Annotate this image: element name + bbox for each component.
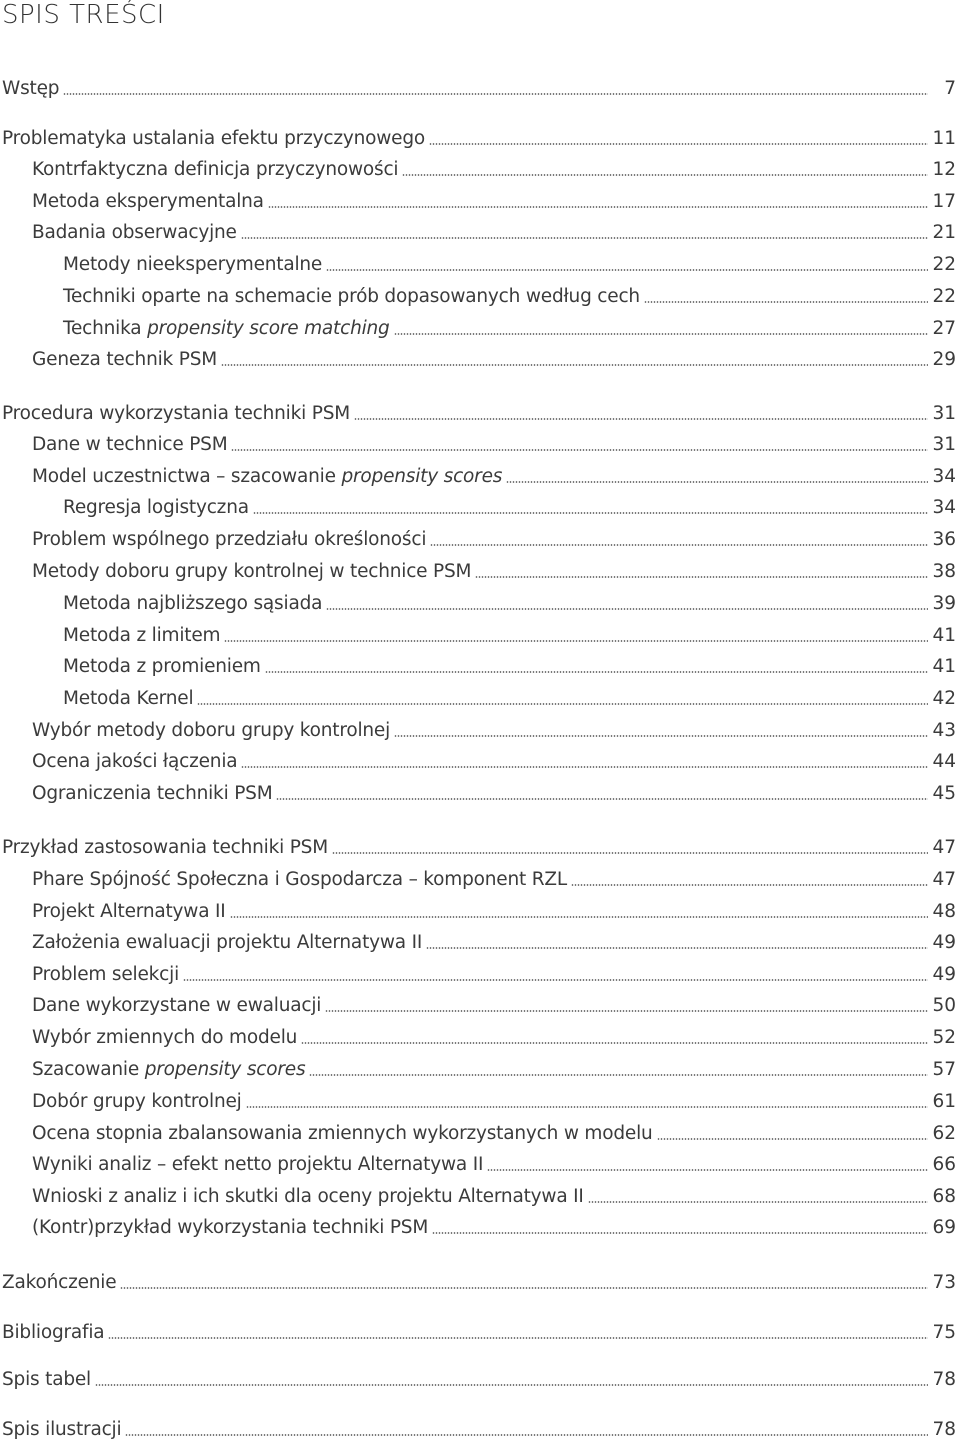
toc-entry-title	[0, 78, 59, 100]
toc-page-number: 17	[932, 191, 956, 212]
toc-entry-text: Wybór zmiennych do modelu	[32, 1027, 298, 1048]
toc-entry-text: Regresja logistyczna	[63, 497, 249, 518]
toc-entry-italic-text: propensity scores	[144, 1059, 306, 1080]
toc-entry-text: Model uczestnictwa – szacowanie	[32, 466, 342, 487]
toc-page-number: 61	[932, 1091, 956, 1112]
toc-entry-title	[0, 1272, 116, 1294]
toc-page-number: 7	[944, 78, 956, 99]
toc-entry-title	[0, 1217, 428, 1239]
toc-page-number: 31	[932, 403, 956, 424]
toc-entry[interactable]	[0, 1318, 956, 1344]
dot-leader	[506, 481, 928, 483]
toc-entry-title	[0, 932, 422, 954]
dot-leader	[475, 576, 928, 578]
toc-entry-text: Phare Spójność Społeczna i Gospodarcza – komponent RZL	[32, 869, 567, 890]
dot-leader	[487, 1169, 928, 1171]
toc-page-number: 43	[932, 720, 956, 741]
dot-leader	[394, 333, 928, 335]
dot-leader	[246, 1106, 928, 1108]
toc-entry-text: Metody doboru grupy kontrolnej w technice PSM	[32, 561, 472, 582]
dot-leader	[224, 640, 928, 642]
toc-entry[interactable]	[0, 250, 956, 276]
toc-entry-title	[0, 783, 272, 805]
dot-leader	[197, 703, 928, 705]
dot-leader	[354, 418, 928, 420]
toc-page-number: 68	[932, 1186, 956, 1207]
toc-entry[interactable]	[0, 462, 956, 488]
toc-entry[interactable]	[0, 1150, 956, 1176]
toc-page-number: 36	[932, 529, 956, 550]
dot-leader	[571, 884, 928, 886]
toc-entry-text: Założenia ewaluacji projektu Alternatywa II	[32, 932, 423, 953]
dot-leader	[265, 671, 928, 673]
toc-entry[interactable]	[0, 74, 956, 100]
toc-entry-title	[0, 434, 227, 456]
toc-entry[interactable]	[0, 124, 956, 150]
toc-entry[interactable]	[0, 1023, 956, 1049]
toc-entry[interactable]	[0, 557, 956, 583]
toc-entry[interactable]	[0, 684, 956, 710]
toc-entry[interactable]	[0, 652, 956, 678]
toc-page-number: 38	[932, 561, 956, 582]
toc-page-number: 78	[932, 1369, 956, 1390]
toc-entry-title	[0, 403, 350, 425]
toc-entry-title	[0, 593, 322, 615]
toc-page-number: 45	[932, 783, 956, 804]
dot-leader	[230, 916, 928, 918]
dot-leader	[95, 1384, 928, 1386]
toc-entry-text: Wybór metody doboru grupy kontrolnej	[32, 720, 391, 741]
toc-entry[interactable]	[0, 187, 956, 213]
toc-entry[interactable]	[0, 1415, 956, 1441]
toc-entry[interactable]	[0, 991, 956, 1017]
toc-page-number: 41	[932, 656, 956, 677]
toc-entry-text: Spis tabel	[2, 1369, 92, 1390]
dot-leader	[241, 237, 928, 239]
toc-entry-title	[0, 995, 321, 1017]
dot-leader	[108, 1337, 928, 1339]
toc-entry[interactable]	[0, 897, 956, 923]
dot-leader	[588, 1201, 928, 1203]
toc-entry-title	[0, 837, 328, 859]
toc-page-number: 42	[932, 688, 956, 709]
toc-entry[interactable]	[0, 493, 956, 519]
dot-leader	[301, 1042, 928, 1044]
toc-entry[interactable]	[0, 1087, 956, 1113]
toc-entry-text: Wnioski z analiz i ich skutki dla oceny projektu Alternatywa II	[32, 1186, 584, 1207]
toc-page-number: 12	[932, 159, 956, 180]
toc-entry-text: Dane wykorzystane w ewaluacji	[32, 995, 322, 1016]
toc-page-number: 29	[932, 349, 956, 370]
toc-entry-title	[0, 1059, 305, 1081]
toc-entry-title	[0, 1154, 483, 1176]
toc-page-number: 27	[932, 318, 956, 339]
toc-page-number: 52	[932, 1027, 956, 1048]
toc-entry-text: Ocena jakości łączenia	[32, 751, 238, 772]
toc-page-number: 57	[932, 1059, 956, 1080]
toc-entry-text: Metoda z limitem	[63, 625, 221, 646]
toc-page-number: 62	[932, 1123, 956, 1144]
toc-page-number: 69	[932, 1217, 956, 1238]
toc-entry[interactable]	[0, 747, 956, 773]
toc-entry-title	[0, 128, 425, 150]
toc-entry-title	[0, 720, 390, 742]
toc-page-number: 41	[932, 625, 956, 646]
toc-page-number: 11	[932, 128, 956, 149]
toc-entry[interactable]	[0, 960, 956, 986]
toc-entry-title	[0, 529, 426, 551]
dot-leader	[309, 1074, 928, 1076]
dot-leader	[120, 1287, 928, 1289]
toc-page-number: 78	[932, 1419, 956, 1440]
toc-entry-text: Przykład zastosowania techniki PSM	[2, 837, 328, 858]
toc-entry-text: Problem selekcji	[32, 964, 180, 985]
toc-page-number: 39	[932, 593, 956, 614]
toc-entry-title	[0, 1091, 242, 1113]
toc-page-number: 49	[932, 964, 956, 985]
toc-entry-text: Szacowanie	[32, 1059, 145, 1080]
dot-leader	[231, 449, 928, 451]
toc-entry-title	[0, 497, 249, 519]
toc-entry-title	[0, 349, 217, 371]
toc-entry-title	[0, 159, 398, 181]
dot-leader	[276, 798, 928, 800]
toc-entry-text: (Kontr)przykład wykorzystania techniki PSM	[32, 1217, 429, 1238]
dot-leader	[429, 143, 928, 145]
dot-leader	[394, 735, 928, 737]
dot-leader	[657, 1138, 928, 1140]
toc-entry[interactable]	[0, 1365, 956, 1391]
toc-entry[interactable]	[0, 779, 956, 805]
toc-entry-text: Zakończenie	[2, 1272, 117, 1293]
toc-page-number: 66	[932, 1154, 956, 1175]
toc-entry[interactable]	[0, 282, 956, 308]
toc-entry-title	[0, 1369, 91, 1391]
toc-entry-title	[0, 625, 220, 647]
toc-page-number: 34	[932, 466, 956, 487]
page-title: SPIS TREŚCI	[2, 0, 165, 30]
dot-leader	[326, 269, 928, 271]
toc-entry-text: Problematyka ustalania efektu przyczynowego	[2, 128, 425, 149]
toc-entry-title	[0, 466, 502, 488]
toc-entry-text: Ocena stopnia zbalansowania zmiennych wykorzystanych w modelu	[32, 1123, 653, 1144]
toc-entry-text: Metody nieeksperymentalne	[63, 254, 323, 275]
dot-leader	[268, 206, 928, 208]
toc-page-number: 47	[932, 869, 956, 890]
dot-leader	[241, 766, 928, 768]
toc-entry-text: Metoda najbliższego sąsiada	[63, 593, 323, 614]
toc-entry[interactable]	[0, 399, 956, 425]
toc-entry-title	[0, 318, 390, 340]
toc-entry-italic-text: propensity score matching	[147, 318, 390, 339]
dot-leader	[183, 979, 928, 981]
toc-entry-text: Metoda z promieniem	[63, 656, 261, 677]
toc-entry-text: Wyniki analiz – efekt netto projektu Alternatywa II	[32, 1154, 484, 1175]
toc-entry-title	[0, 656, 261, 678]
toc-page-number: 22	[932, 286, 956, 307]
dot-leader	[332, 852, 928, 854]
toc-entry[interactable]	[0, 314, 956, 340]
toc-entry-text: Geneza technik PSM	[32, 349, 218, 370]
dot-leader	[402, 174, 928, 176]
toc-entry-text: Bibliografia	[2, 1322, 105, 1343]
toc-entry-title	[0, 751, 237, 773]
toc-entry-italic-text: propensity scores	[341, 466, 503, 487]
toc-entry-title	[0, 191, 264, 213]
dot-leader	[221, 364, 928, 366]
toc-entry[interactable]	[0, 218, 956, 244]
toc-entry[interactable]	[0, 716, 956, 742]
toc-page-number: 47	[932, 837, 956, 858]
toc-entry-text: Badania obserwacyjne	[32, 222, 237, 243]
toc-entry-title	[0, 869, 567, 891]
toc-page-number: 44	[932, 751, 956, 772]
toc-entry[interactable]	[0, 589, 956, 615]
toc-entry[interactable]	[0, 345, 956, 371]
dot-leader	[426, 947, 928, 949]
toc-page-number: 49	[932, 932, 956, 953]
dot-leader	[253, 512, 928, 514]
toc-entry-text: Dobór grupy kontrolnej	[32, 1091, 242, 1112]
toc-page-number: 31	[932, 434, 956, 455]
toc-entry[interactable]	[0, 1055, 956, 1081]
toc-entry-title	[0, 561, 471, 583]
toc-entry[interactable]	[0, 928, 956, 954]
toc-page-number: 21	[932, 222, 956, 243]
toc-entry-title	[0, 1123, 653, 1145]
toc-page-number: 50	[932, 995, 956, 1016]
toc-entry-title	[0, 1027, 297, 1049]
toc-entry-text: Projekt Alternatywa II	[32, 901, 226, 922]
toc-entry-title	[0, 688, 193, 710]
toc-entry[interactable]	[0, 155, 956, 181]
toc-entry-title	[0, 1322, 104, 1344]
dot-leader	[430, 544, 928, 546]
toc-entry[interactable]	[0, 430, 956, 456]
toc-entry-text: Metoda eksperymentalna	[32, 191, 264, 212]
toc-page-number: 48	[932, 901, 956, 922]
toc-entry[interactable]	[0, 1213, 956, 1239]
toc-page-number: 22	[932, 254, 956, 275]
toc-entry-title	[0, 1186, 584, 1208]
toc-entry-text: Kontrfaktyczna definicja przyczynowości	[32, 159, 399, 180]
toc-entry-title	[0, 286, 640, 308]
toc-page-number: 73	[932, 1272, 956, 1293]
toc-entry[interactable]	[0, 621, 956, 647]
toc-entry-text: Technika	[63, 318, 148, 339]
toc-entry-text: Problem wspólnego przedziału określoności	[32, 529, 427, 550]
toc-entry[interactable]	[0, 525, 956, 551]
toc-entry-title	[0, 222, 237, 244]
toc-entry-text: Metoda Kernel	[63, 688, 194, 709]
toc-entry[interactable]	[0, 833, 956, 859]
toc-entry[interactable]	[0, 1182, 956, 1208]
dot-leader	[644, 301, 928, 303]
toc-entry-title	[0, 964, 179, 986]
dot-leader	[432, 1232, 928, 1234]
toc-entry-text: Wstęp	[2, 78, 60, 99]
toc-entry-title	[0, 1419, 121, 1441]
dot-leader	[125, 1434, 928, 1436]
dot-leader	[326, 608, 928, 610]
toc-entry-text: Techniki oparte na schemacie prób dopasowanych według cech	[63, 286, 640, 307]
toc-entry-text: Procedura wykorzystania techniki PSM	[2, 403, 351, 424]
toc-entry-text: Spis ilustracji	[2, 1419, 122, 1440]
toc-entry-text: Dane w technice PSM	[32, 434, 228, 455]
toc-entry[interactable]	[0, 865, 956, 891]
toc-page-number: 34	[932, 497, 956, 518]
dot-leader	[63, 93, 928, 95]
toc-entry-title	[0, 901, 226, 923]
toc-entry[interactable]	[0, 1119, 956, 1145]
dot-leader	[325, 1010, 928, 1012]
toc-entry-title	[0, 254, 322, 276]
toc-page-number: 75	[932, 1322, 956, 1343]
toc-entry[interactable]	[0, 1268, 956, 1294]
toc-entry-text: Ograniczenia techniki PSM	[32, 783, 273, 804]
